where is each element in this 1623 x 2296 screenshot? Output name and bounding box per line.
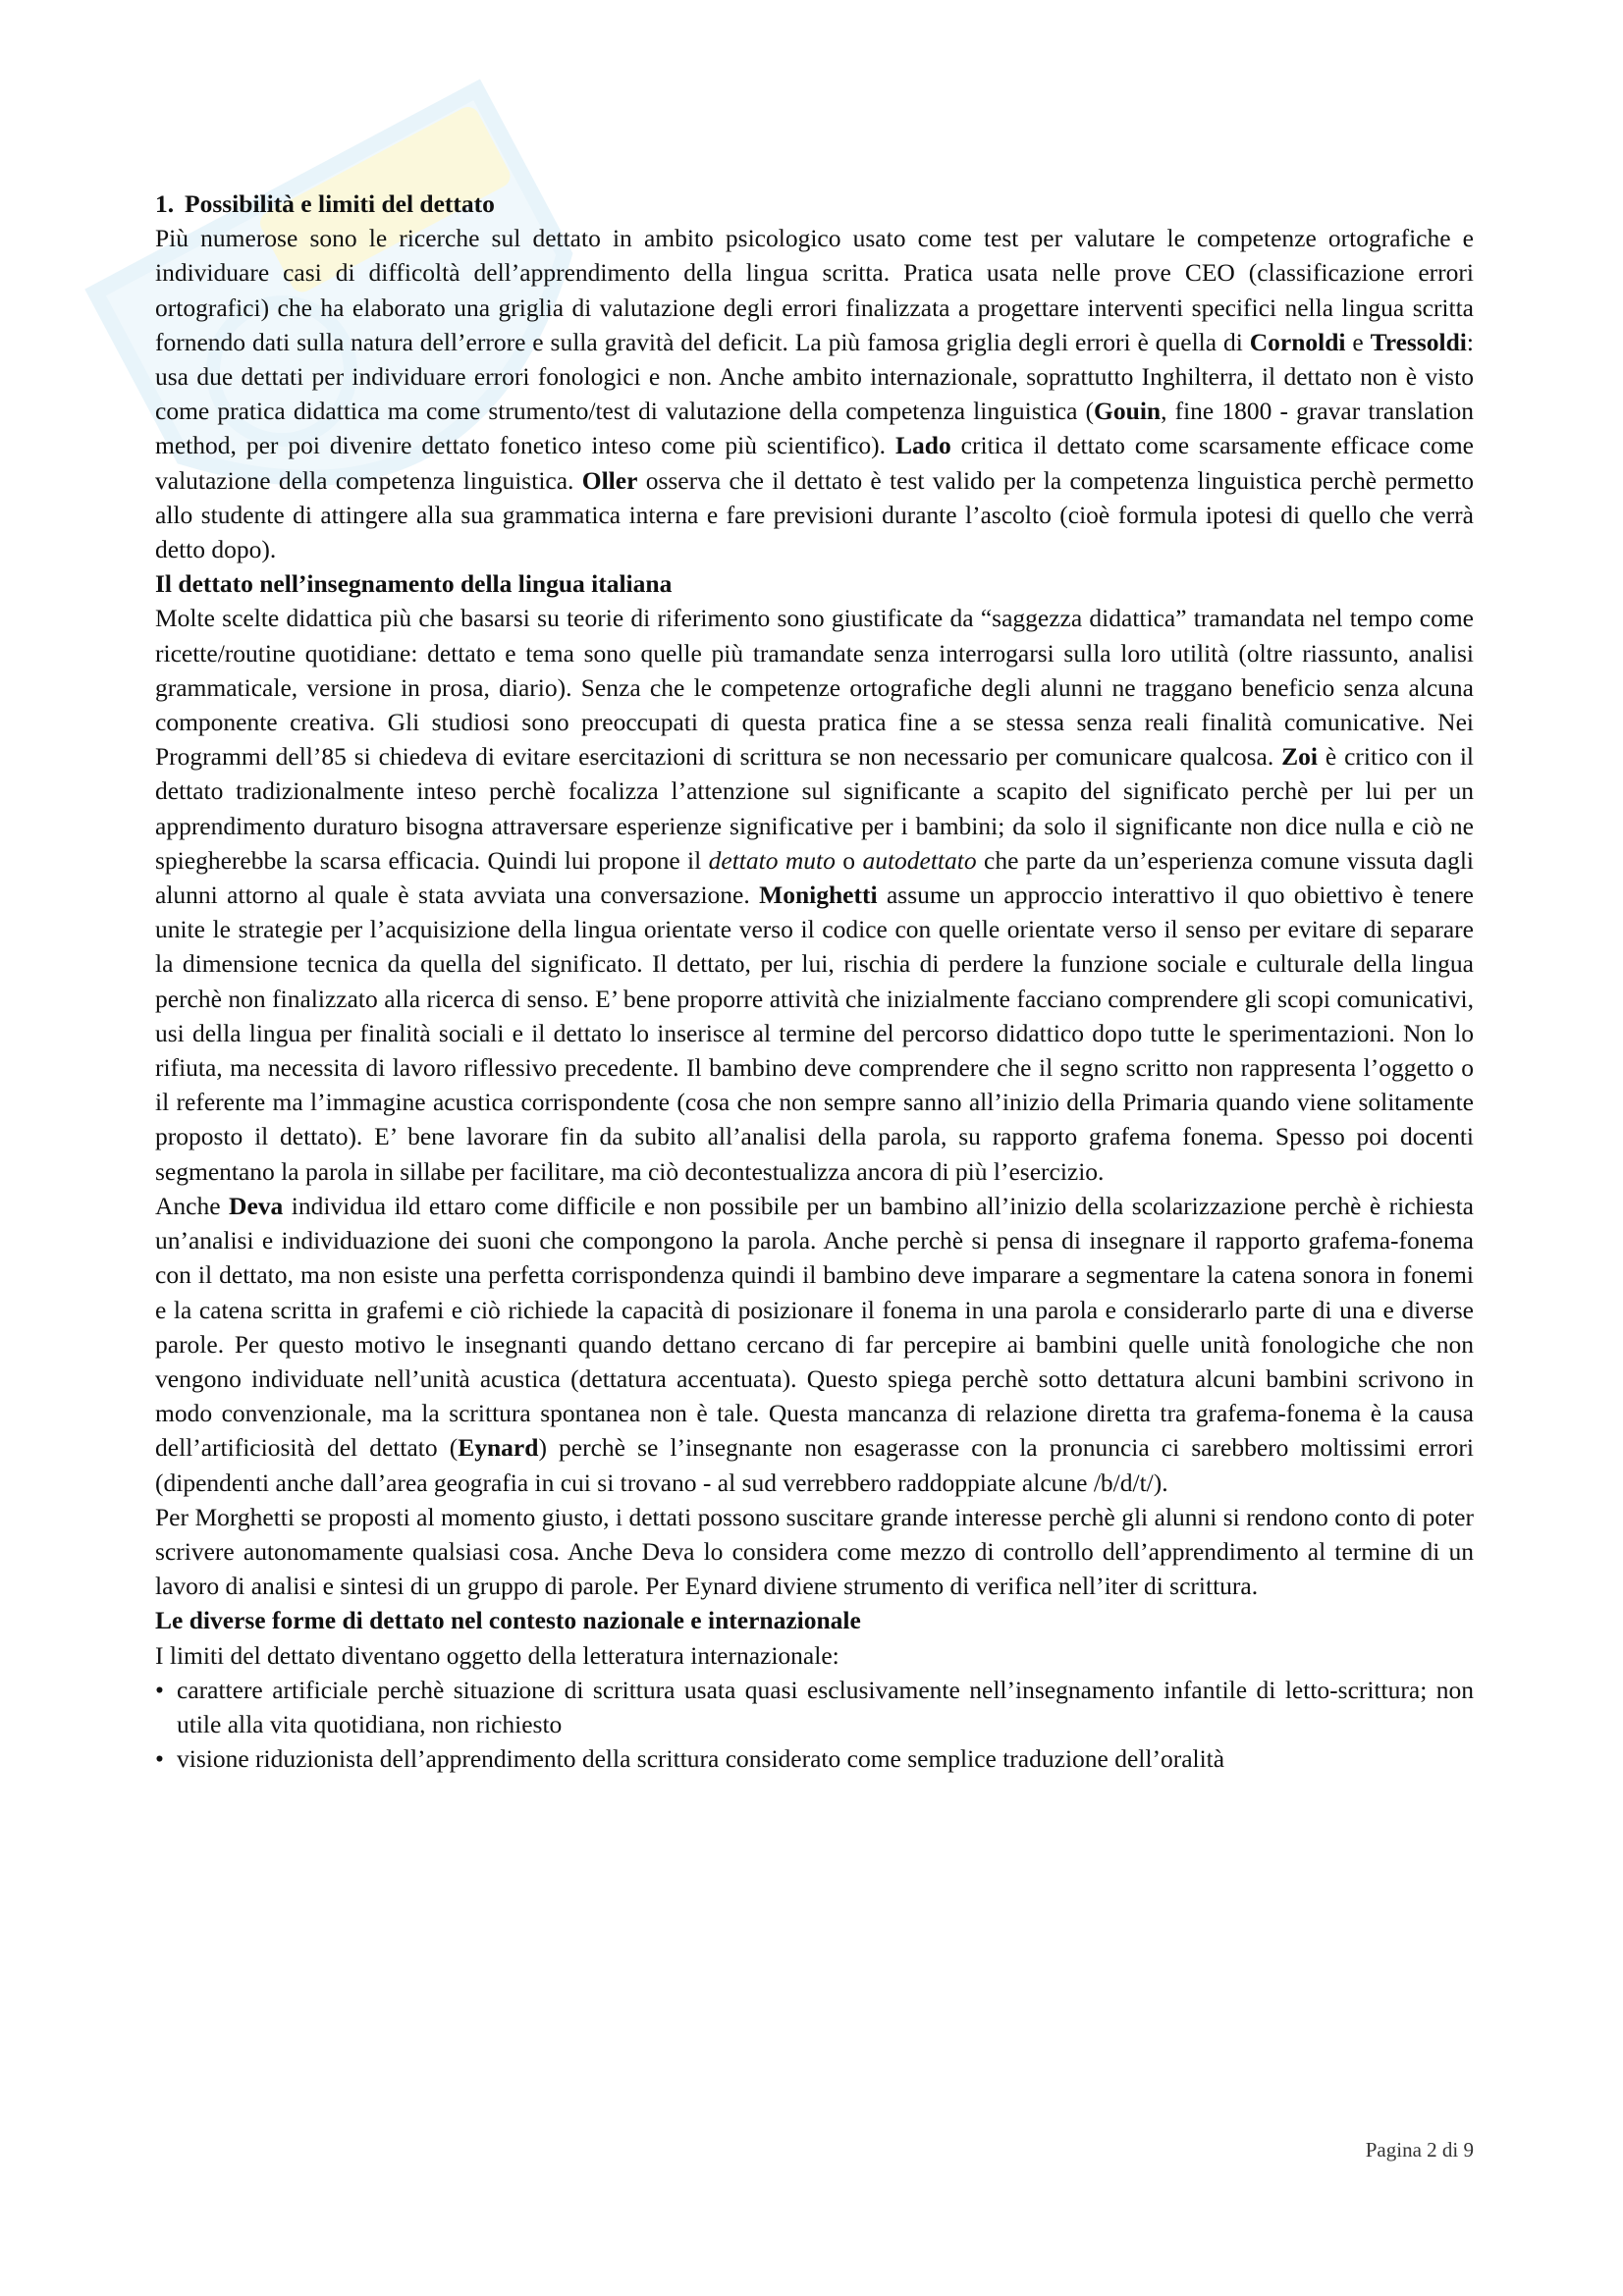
author-lado: Lado [895, 431, 951, 460]
author-deva: Deva [229, 1191, 284, 1220]
author-monighetti: Monighetti [759, 881, 878, 910]
section-number: 1. [155, 189, 175, 218]
paragraph-limits: I limiti del dettato diventano oggetto della letteratura internazionale: [155, 1640, 839, 1670]
author-oller: Oller [581, 465, 638, 495]
paragraph-intro: Più numerose sono le ricerche sul dettato in ambito psicologico usato come test per valutare le competenze ortografiche e individuare casi di difficoltà dell’apprendimento della lingua scritta. Pratica usata nelle prove CEO (classificazione errori ortografici) che ha elaborato una griglia di valutazione degli errori finalizzata a progettare interventi specifici nella lingua scritta fornendo dati sulla natura dell’errore e sulla gravità del deficit. La più famosa griglia degli errori è quella di Cornoldi e Tressoldi: usa due dettati per individuare errori fonologici e non. Anche ambito internazionale, soprattutto Inghilterra, il dettato non è visto come pratica didattica ma come strumento/test di valutazione della competenza linguistica (Gouin, fine 1800 - gravar translation method, per poi divenire dettato fonetico inteso come più scientifico). Lado critica il dettato come scarsamente efficace come valutazione della competenza linguistica. Oller osserva che il dettato è test valido per la competenza linguistica perchè permetto allo studente di attingere alla sua grammatica interna e fare previsioni durante l’ascolto (cioè formula ipotesi di quello che verrà detto dopo). [155, 224, 1474, 564]
section-title [155, 187, 1474, 221]
author-zoi: Zoi [1281, 742, 1318, 772]
subheading-italian: Il dettato nell’insegnamento della lingua italiana [155, 569, 673, 599]
author-tressoldi: Tressoldi [1370, 327, 1467, 356]
limits-list [155, 1673, 1474, 1777]
list-item: • visione riduzionista dell’apprendimento della scrittura considerato come semplice traduzione dell’oralità [155, 1741, 1474, 1776]
paragraph-morghetti: Per Morghetti se proposti al momento giusto, i dettati possono suscitare grande interesse perchè gli alunni si rendono conto di poter scrivere autonomamente qualsiasi cosa. Anche Deva lo considera come mezzo di controllo dell’apprendimento al termine di un lavoro di analisi e sintesi di un gruppo di parole. Per Eynard diviene strumento di verifica nell’iter di scrittura. [155, 1502, 1474, 1601]
subheading-forms: Le diverse forme di dettato nel contesto nazionale e internazionale [155, 1606, 861, 1635]
author-eynard: Eynard [458, 1433, 539, 1463]
paragraph-deva: Anche Deva individua ild ettaro come difficile e non possibile per un bambino all’inizio della scolarizzazione perchè è richiesta un’analisi e individuazione dei suoni che compongono la parola. Anche perchè si pensa di insegnare il rapporto grafema-fonema con il dettato, ma non esiste una perfetta corrispondenza quindi il bambino deve imparare a segmentare la catena sonora in fonemi e la catena scritta in grafemi e ciò richiede la capacità di posizionare il fonema in una parola e considerarlo parte di una e diverse parole. Per questo motivo le insegnanti quando dettano cercano di far percepire ai bambini quelle unità fonologiche che non vengono individuate nell’unità acustica (dettatura accentuata). Questo spiega perchè sotto dettatura alcuni bambini scrivono in modo convenzionale, ma la scrittura spontanea non è tale. Questa mancanza di relazione diretta tra grafema-fonema è la causa dell’artificiosità del dettato (Eynard) perchè se l’insegnante non esagerasse con la pronuncia ci sarebbero moltissimi errori (dipendenti anche dall’area geografia in cui si trovano - al sud verrebbero raddoppiate alcune /b/d/t/). [155, 1191, 1474, 1497]
document-page [155, 187, 1474, 1776]
page-number: Pagina 2 di 9 [1365, 2138, 1474, 2162]
term-autodettato: autodettato [862, 845, 977, 875]
author-cornoldi: Cornoldi [1249, 327, 1346, 356]
list-item: • carattere artificiale perchè situazione di scrittura usata quasi esclusivamente nell’insegnamento infantile di letto-scrittura; non utile alla vita quotidiana, non richiesto [155, 1673, 1474, 1741]
term-dettato-muto: dettato muto [708, 845, 836, 875]
author-gouin: Gouin [1094, 397, 1162, 426]
section-title-text: Possibilità e limiti del dettato [185, 189, 495, 218]
paragraph-italian: Molte scelte didattica più che basarsi su teorie di riferimento sono giustificate da “saggezza didattica” tramandata nel tempo come ricette/routine quotidiane: dettato e tema sono quelle più tramandate senza interrogarsi sulla loro utilità (oltre riassunto, analisi grammaticale, versione in prosa, diario). Senza che le competenze ortografiche degli alunni ne traggano beneficio senza alcuna componente creativa. Gli studiosi sono preoccupati di questa pratica fine a se stessa senza reali finalità comunicative. Nei Programmi dell’85 si chiedeva di evitare esercitazioni di scrittura se non necessario per comunicare qualcosa. Zoi è critico con il dettato tradizionalmente inteso perchè focalizza l’attenzione sul significante a scapito del significato perchè per lui per un apprendimento duraturo bisogna attraversare esperienze significative per i bambini; da solo il significante non dice nulla e ciò ne spiegherebbe la scarsa efficacia. Quindi lui propone il dettato muto o autodettato che parte da un’esperienza comune vissuta dagli alunni attorno al quale è stata avviata una conversazione. Monighetti assume un approccio interattivo il quo obiettivo è tenere unite le strategie per l’acquisizione della lingua orientate verso il codice con quelle orientate verso il senso per evitare di separare la dimensione tecnica da quella del significato. Il dettato, per lui, rischia di perdere la funzione sociale e culturale della lingua perchè non finalizzato alla ricerca di senso. E’ bene proporre attività che inizialmente facciano comprendere gli scopi comunicativi, usi della lingua per finalità sociali e il dettato lo inserisce al termine del percorso didattico dopo tutte le sperimentazioni. Non lo rifiuta, ma necessita di lavoro riflessivo precedente. Il bambino deve comprendere che il segno scritto non rappresenta l’oggetto o il referente ma l’immagine acustica corrispondente (cosa che non sempre sanno all’inizio della Primaria quando viene solitamente proposto il dettato). E’ bene lavorare fin da subito all’analisi della parola, su rapporto grafema fonema. Spesso poi docenti segmentano la parola in sillabe per facilitare, ma ciò decontestualizza ancora di più l’esercizio. [155, 604, 1475, 1186]
